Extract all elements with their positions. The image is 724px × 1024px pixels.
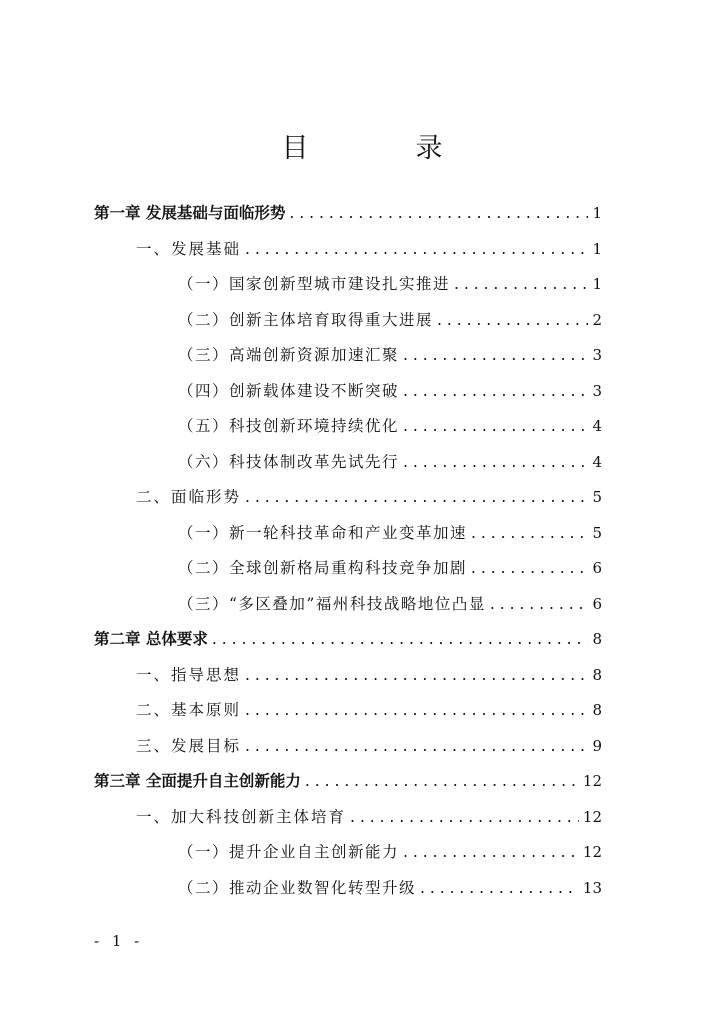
toc-entry[interactable] xyxy=(178,871,602,905)
toc-entry[interactable] xyxy=(178,303,602,337)
toc-dot-leader xyxy=(454,267,588,301)
toc-entry-label: （二）创新主体培育取得重大进展 xyxy=(178,310,434,329)
toc-entry[interactable] xyxy=(178,338,602,372)
toc-entry-label: （三）高端创新资源加速汇聚 xyxy=(178,346,400,364)
toc-entry-page-number: 8 xyxy=(592,665,602,684)
toc-entry-page-number: 1 xyxy=(592,204,602,222)
toc-entry-page-number: 8 xyxy=(592,701,602,719)
toc-entry-page-number: 6 xyxy=(592,559,602,577)
toc-entry[interactable] xyxy=(178,551,602,585)
toc-entry-page-number: 3 xyxy=(592,346,602,364)
toc-entry[interactable] xyxy=(136,693,602,727)
toc-entry-label: （六）科技体制改革先试先行 xyxy=(178,452,400,471)
toc-dot-leader xyxy=(289,196,588,230)
toc-dot-leader xyxy=(245,232,588,266)
toc-entry-label: 第三章 全面提升自主创新能力 xyxy=(94,772,301,790)
toc-entry[interactable] xyxy=(178,835,602,869)
page-title: 目 录 xyxy=(281,133,483,164)
toc-entry[interactable] xyxy=(94,622,602,656)
toc-entry[interactable] xyxy=(136,232,602,266)
toc-entry-label: （一）提升企业自主创新能力 xyxy=(178,843,400,861)
toc-dot-leader xyxy=(403,835,579,869)
toc-entry-page-number: 1 xyxy=(592,275,602,293)
toc-dot-leader xyxy=(245,729,588,763)
toc-entry-label: 三、发展目标 xyxy=(136,736,242,755)
toc-dot-leader xyxy=(212,622,588,656)
toc-entry-page-number: 12 xyxy=(582,807,602,826)
toc-dot-leader xyxy=(245,480,588,514)
toc-entry-page-number: 5 xyxy=(592,523,602,542)
toc-entry-page-number: 1 xyxy=(592,239,602,258)
toc-entry-label: （四）创新载体建设不断突破 xyxy=(178,381,400,400)
toc-entry-page-number: 13 xyxy=(582,878,602,897)
toc-entry-label: （一）新一轮科技革命和产业变革加速 xyxy=(178,523,468,542)
toc-dot-leader xyxy=(245,693,588,727)
toc-entry-label: 第二章 总体要求 xyxy=(94,630,208,648)
toc-entry[interactable] xyxy=(178,374,602,408)
toc-dot-leader xyxy=(403,338,588,372)
toc-entry[interactable] xyxy=(178,267,602,301)
toc-entry[interactable] xyxy=(178,445,602,479)
toc-entry-page-number: 6 xyxy=(592,594,602,613)
toc-entry-page-number: 4 xyxy=(592,452,602,471)
toc-entry[interactable] xyxy=(178,516,602,550)
toc-entry[interactable] xyxy=(136,729,602,763)
toc-entry-page-number: 2 xyxy=(592,310,602,329)
toc-dot-leader xyxy=(437,303,588,337)
toc-dot-leader xyxy=(403,445,588,479)
toc-entry-label: 一、加大科技创新主体培育 xyxy=(136,807,347,826)
toc-entry-page-number: 8 xyxy=(592,630,602,648)
toc-entry-page-number: 3 xyxy=(592,381,602,400)
toc-entry-page-number: 12 xyxy=(582,843,602,861)
toc-entry-label: 一、指导思想 xyxy=(136,665,242,684)
toc-entry-label: 二、面临形势 xyxy=(136,488,242,506)
toc-entry-page-number: 12 xyxy=(582,772,602,790)
toc-entry-page-number: 9 xyxy=(592,736,602,755)
toc-entry-label: （五）科技创新环境持续优化 xyxy=(178,417,400,435)
toc-entry-label: 一、发展基础 xyxy=(136,239,242,258)
toc-entry[interactable] xyxy=(94,196,602,230)
toc-dot-leader xyxy=(245,658,588,692)
toc-dot-leader xyxy=(471,516,588,550)
page-number-footer: - 1 - xyxy=(94,932,144,950)
toc-entry[interactable] xyxy=(136,658,602,692)
toc-entry[interactable] xyxy=(136,800,602,834)
toc-entry-page-number: 5 xyxy=(592,488,602,506)
toc-dot-leader xyxy=(350,800,579,834)
toc-dot-leader xyxy=(471,551,588,585)
toc-entry-label: （三）“多区叠加”福州科技战略地位凸显 xyxy=(178,594,486,613)
toc-entry[interactable] xyxy=(136,480,602,514)
toc-dot-leader xyxy=(305,764,579,798)
toc-dot-leader xyxy=(403,374,588,408)
toc-entry-label: （二）推动企业数智化转型升级 xyxy=(178,878,417,897)
toc-entry-label: 第一章 发展基础与面临形势 xyxy=(94,204,286,222)
toc-entry-label: 二、基本原则 xyxy=(136,701,242,719)
toc-entry-label: （二）全球创新格局重构科技竞争加剧 xyxy=(178,559,468,577)
toc-entry[interactable] xyxy=(178,587,602,621)
toc-dot-leader xyxy=(490,587,588,621)
toc-entry[interactable] xyxy=(94,764,602,798)
toc-dot-leader xyxy=(420,871,579,905)
toc-dot-leader xyxy=(403,409,588,443)
toc-entry[interactable] xyxy=(178,409,602,443)
toc-entry-page-number: 4 xyxy=(592,417,602,435)
toc-entry-label: （一）国家创新型城市建设扎实推进 xyxy=(178,275,451,293)
